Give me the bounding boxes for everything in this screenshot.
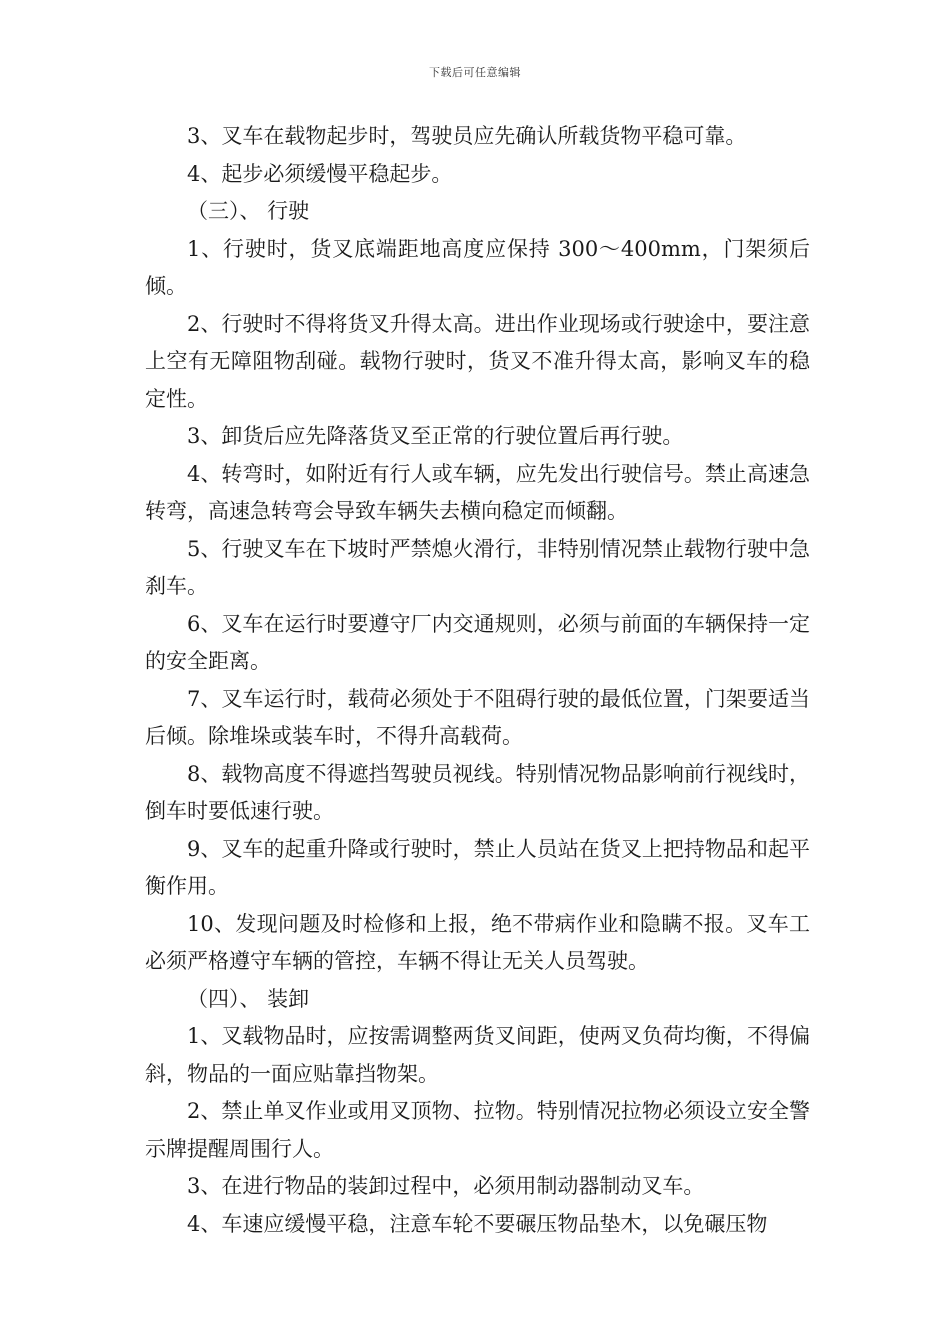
paragraph-loading-3: 3、在进行物品的装卸过程中，必须用制动器制动叉车。 (187, 1174, 705, 1198)
section-heading-driving: （三）、 行驶 (187, 199, 310, 223)
document-body (145, 118, 810, 1243)
paragraph-driving-4: 4、转弯时，如附近有行人或车辆，应先发出行驶信号。禁止高速急转弯，高速急转弯会导致车辆失去横向稳定而倾翻。 (145, 461, 810, 523)
paragraph-driving-9: 9、叉车的起重升降或行驶时，禁止人员站在货叉上把持物品和起平衡作用。 (145, 836, 810, 898)
paragraph-loading-2: 2、禁止单叉作业或用叉顶物、拉物。特别情况拉物必须设立安全警示牌提醒周围行人。 (145, 1099, 810, 1161)
paragraph-driving-5: 5、行驶叉车在下坡时严禁熄火滑行，非特别情况禁止载物行驶中急刹车。 (145, 536, 810, 598)
paragraph-driving-6: 6、叉车在运行时要遵守厂内交通规则，必须与前面的车辆保持一定的安全距离。 (145, 611, 810, 673)
paragraph-driving-10: 10、发现问题及时检修和上报，绝不带病作业和隐瞒不报。叉车工必须严格遵守车辆的管控，车辆不得让无关人员驾驶。 (145, 911, 810, 973)
paragraph-driving-7: 7、叉车运行时，载荷必须处于不阻碍行驶的最低位置，门架要适当后倾。除堆垛或装车时，不得升高载荷。 (145, 686, 810, 748)
paragraph-driving-2: 2、行驶时不得将货叉升得太高。进出作业现场或行驶途中，要注意上空有无障阻物刮碰。载物行驶时，货叉不准升得太高，影响叉车的稳定性。 (145, 311, 810, 411)
paragraph-loading-4: 4、车速应缓慢平稳，注意车轮不要碾压物品垫木，以免碾压物 (187, 1211, 768, 1236)
paragraph-start-3: 3、叉车在载物起步时，驾驶员应先确认所载货物平稳可靠。 (187, 124, 747, 148)
paragraph-start-4: 4、起步必须缓慢平稳起步。 (187, 161, 453, 186)
paragraph-driving-3: 3、卸货后应先降落货叉至正常的行驶位置后再行驶。 (187, 424, 684, 448)
section-heading-loading: （四）、 装卸 (187, 986, 310, 1011)
paragraph-driving-1: 1、行驶时，货叉底端距地高度应保持 300～400mm，门架须后倾。 (145, 236, 810, 298)
paragraph-driving-8: 8、载物高度不得遮挡驾驶员视线。特别情况物品影响前行视线时，倒车时要低速行驶。 (145, 761, 810, 823)
paragraph-loading-1: 1、叉载物品时，应按需调整两货叉间距，使两叉负荷均衡，不得偏斜，物品的一面应贴靠挡物架。 (145, 1024, 810, 1086)
page-header: 下载后可任意编辑 (429, 66, 521, 79)
